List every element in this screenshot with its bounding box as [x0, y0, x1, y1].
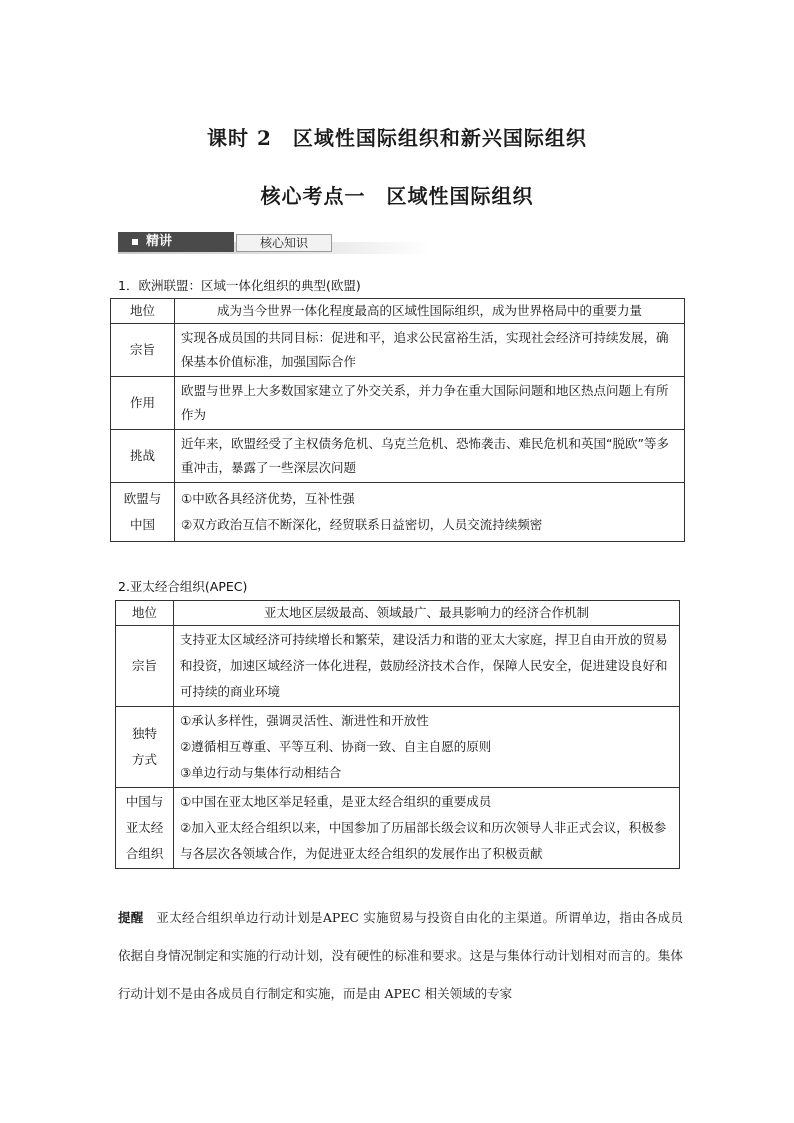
banner-light-tab: 核心知识 — [236, 234, 332, 252]
table-row — [116, 626, 680, 707]
row-key: 独特方式 — [116, 707, 174, 788]
section-banner — [118, 232, 430, 256]
square-bullet-icon — [132, 239, 138, 245]
tip-paragraph — [118, 899, 683, 1013]
tip-text: 亚太经合组织单边行动计划是APEC 实施贸易与投资自由化的主渠道。所谓单边，指由各成员依据自身情况制定和实施的行动计划，没有硬性的标准和要求。这是与集体行动计划相对而言的。集体行动计划不是由各成员自行制定和实施，而是由 APEC 相关领域的专家 — [118, 910, 683, 1001]
table-row — [111, 299, 685, 324]
table-row — [111, 377, 685, 430]
table-row — [116, 601, 680, 626]
row-value: 欧盟与世界上大多数国家建立了外交关系，并力争在重大国际问题和地区热点问题上有所作为 — [175, 377, 685, 430]
row-key: 宗旨 — [116, 626, 174, 707]
row-key: 宗旨 — [111, 324, 175, 377]
apec-table — [115, 600, 680, 869]
row-key: 欧盟与中国 — [111, 483, 175, 542]
table-row — [111, 324, 685, 377]
row-value: 近年来，欧盟经受了主权债务危机、乌克兰危机、恐怖袭击、难民危机和英国“脱欧”等多重冲击，暴露了一些深层次问题 — [175, 430, 685, 483]
tip-label: 提醒 — [118, 910, 144, 925]
section-title: 核心考点一 区域性国际组织 — [260, 184, 534, 208]
row-key: 地位 — [111, 299, 175, 324]
table-row — [111, 430, 685, 483]
row-value: ①承认多样性，强调灵活性、渐进性和开放性 ②遵循相互尊重、平等互利、协商一致、自主自愿的原则 ③单边行动与集体行动相结合 — [174, 707, 680, 788]
lesson-title: 课时 2 区域性国际组织和新兴国际组织 — [207, 126, 587, 150]
row-key: 中国与亚太经合组织 — [116, 788, 174, 869]
row-value: ①中国在亚太地区举足轻重，是亚太经合组织的重要成员 ②加入亚太经合组织以来，中国参加了历届部长级会议和历次领导人非正式会议，积极参与各层次各领域合作，为促进亚太经合组织的发展作出了积极贡献 — [174, 788, 680, 869]
eu-heading: 1．欧洲联盟：区域一体化组织的典型(欧盟) — [118, 278, 361, 293]
banner-dark-tab — [118, 232, 234, 252]
table-row — [111, 483, 685, 542]
row-key: 地位 — [116, 601, 174, 626]
banner-dark-label: 精讲 — [146, 234, 173, 249]
row-key: 挑战 — [111, 430, 175, 483]
apec-heading: 2.亚太经合组织(APEC) — [118, 579, 248, 594]
table-row — [116, 707, 680, 788]
row-key: 作用 — [111, 377, 175, 430]
table-row — [116, 788, 680, 869]
eu-table — [110, 298, 685, 542]
row-value: 亚太地区层级最高、领域最广、最具影响力的经济合作机制 — [174, 601, 680, 626]
row-value: 支持亚太区域经济可持续增长和繁荣，建设活力和谐的亚太大家庭，捍卫自由开放的贸易和投资，加速区域经济一体化进程，鼓励经济技术合作，保障人民安全，促进建设良好和可持续的商业环境 — [174, 626, 680, 707]
row-value: ①中欧各具经济优势，互补性强 ②双方政治互信不断深化，经贸联系日益密切，人员交流持续频密 — [175, 483, 685, 542]
row-value: 成为当今世界一体化程度最高的区域性国际组织，成为世界格局中的重要力量 — [175, 299, 685, 324]
row-value: 实现各成员国的共同目标：促进和平，追求公民富裕生活，实现社会经济可持续发展，确保基本价值标准，加强国际合作 — [175, 324, 685, 377]
